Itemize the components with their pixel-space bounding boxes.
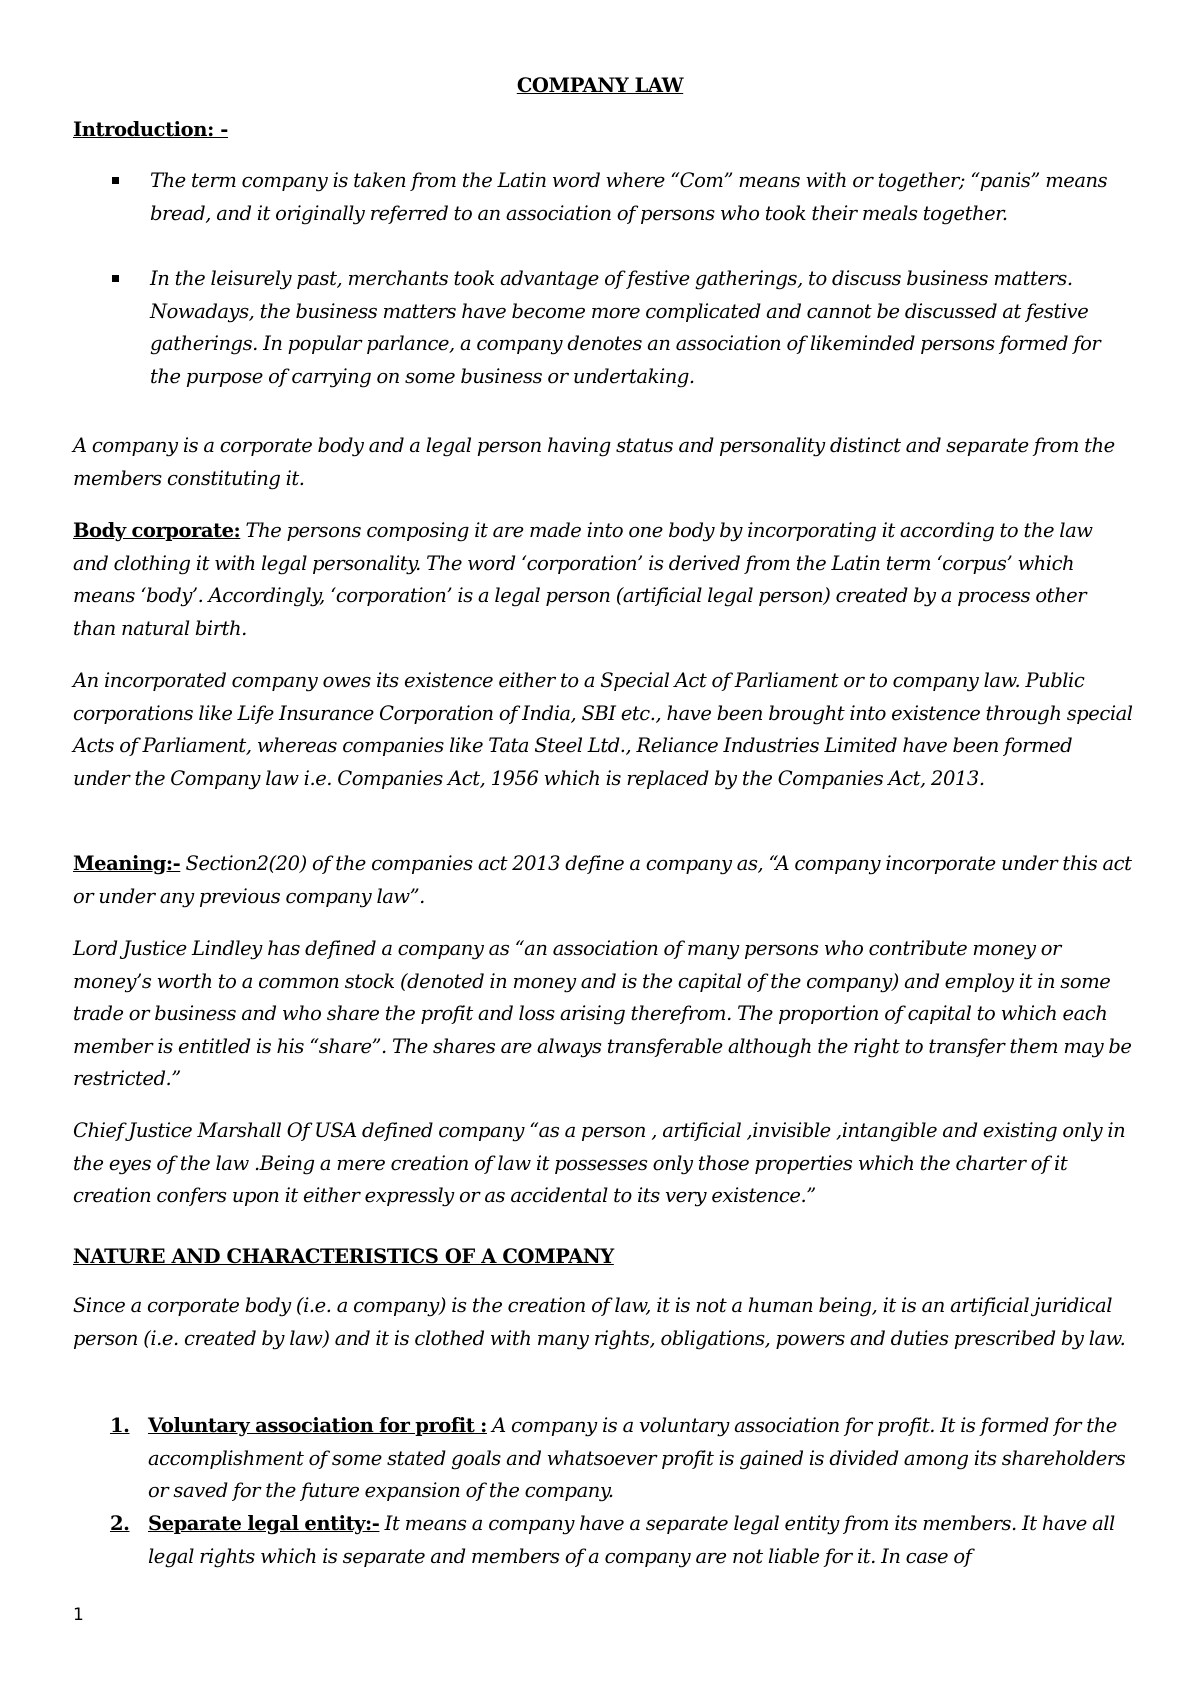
characteristic-item-1 — [110, 1410, 1138, 1508]
intro-bullet-1 — [150, 165, 1135, 230]
para-marshall: Chief Justice Marshall Of USA defined company “as a person , artificial ,invisible ,intangible and existing only in the eyes of the law .Being a mere creation of law it possesses only those properties which the charter of it creation confers upon it either expressly or as accidental to its very existence.” — [73, 1119, 1126, 1207]
intro-bullet-2 — [150, 263, 1135, 393]
para-meaning — [73, 848, 1133, 913]
characteristic-item-2 — [110, 1508, 1138, 1573]
body-corporate-text: The persons composing it are made into one body by incorporating it according to the law and clothing it with legal personality. The word ‘corporation’ is derived from the Latin term ‘corpus’ which means ‘body’. Accordingly, ‘corporation’ is a legal person (artificial legal person) created by a process other than natural birth. — [73, 519, 1093, 640]
nature-heading: NATURE AND CHARACTERISTICS OF A COMPANY — [73, 1245, 614, 1268]
square-bullet-icon — [112, 177, 119, 184]
para-lindley: Lord Justice Lindley has defined a company as “an association of many persons who contribute money or money’s worth to a common stock (denoted in money and is the capital of the company) and employ it in some trade or business and who share the profit and loss arising therefrom. The proportion of capital to which each member is entitled is his “share”. The shares are always transferable although the right to transfer them may be restricted.” — [73, 937, 1132, 1090]
characteristic-label: Voluntary association for profit : — [148, 1414, 487, 1437]
document-title: COMPANY LAW — [516, 74, 684, 97]
para-company-definition: A company is a corporate body and a legal person having status and personality distinct and separate from the members constituting it. — [73, 434, 1115, 490]
intro-bullet-1-text: The term company is taken from the Latin word where “Com” means with or together; “panis” means bread, and it originally referred to an association of persons who took their meals together. — [150, 169, 1108, 225]
item-number: 1. — [110, 1414, 130, 1437]
characteristic-text: It means a company have a separate legal entity from its members. It have all legal rights which is separate and members of a company are not liable for it. In case of — [148, 1512, 1115, 1568]
characteristic-text: A company is a voluntary association for profit. It is formed for the accomplishment of some stated goals and whatsoever profit is gained is divided among its shareholders or saved for the future expansion of the company. — [148, 1414, 1126, 1502]
item-number: 2. — [110, 1512, 130, 1535]
page-number: 1 — [73, 1605, 84, 1625]
intro-bullet-2-text: In the leisurely past, merchants took advantage of festive gatherings, to discuss business matters. Nowadays, the business matters have become more complicated and cannot be discussed at festive gatherings. In popular parlance, a company denotes an association of likeminded persons formed for the purpose of carrying on some business or undertaking. — [150, 267, 1101, 388]
meaning-text: Section2(20) of the companies act 2013 define a company as, “A company incorporate under this act or under any previous company law”. — [73, 852, 1132, 908]
para-nature: Since a corporate body (i.e. a company) is the creation of law, it is not a human being, it is an artificial juridical person (i.e. created by law) and it is clothed with many rights, obligations, powers and duties prescribed by law. — [73, 1294, 1126, 1350]
meaning-label: Meaning:- — [73, 852, 181, 875]
introduction-heading: Introduction: - — [73, 118, 228, 141]
square-bullet-icon — [112, 275, 119, 282]
characteristic-label: Separate legal entity:- — [148, 1512, 380, 1535]
para-body-corporate — [73, 515, 1133, 645]
para-incorporated: An incorporated company owes its existence either to a Special Act of Parliament or to company law. Public corporations like Life Insurance Corporation of India, SBI etc., have been brought into existence through special Acts of Parliament, whereas companies like Tata Steel Ltd., Reliance Industries Limited have been formed under the Company law i.e. Companies Act, 1956 which is replaced by the Companies Act, 2013. — [73, 669, 1133, 790]
body-corporate-label: Body corporate: — [73, 519, 241, 542]
